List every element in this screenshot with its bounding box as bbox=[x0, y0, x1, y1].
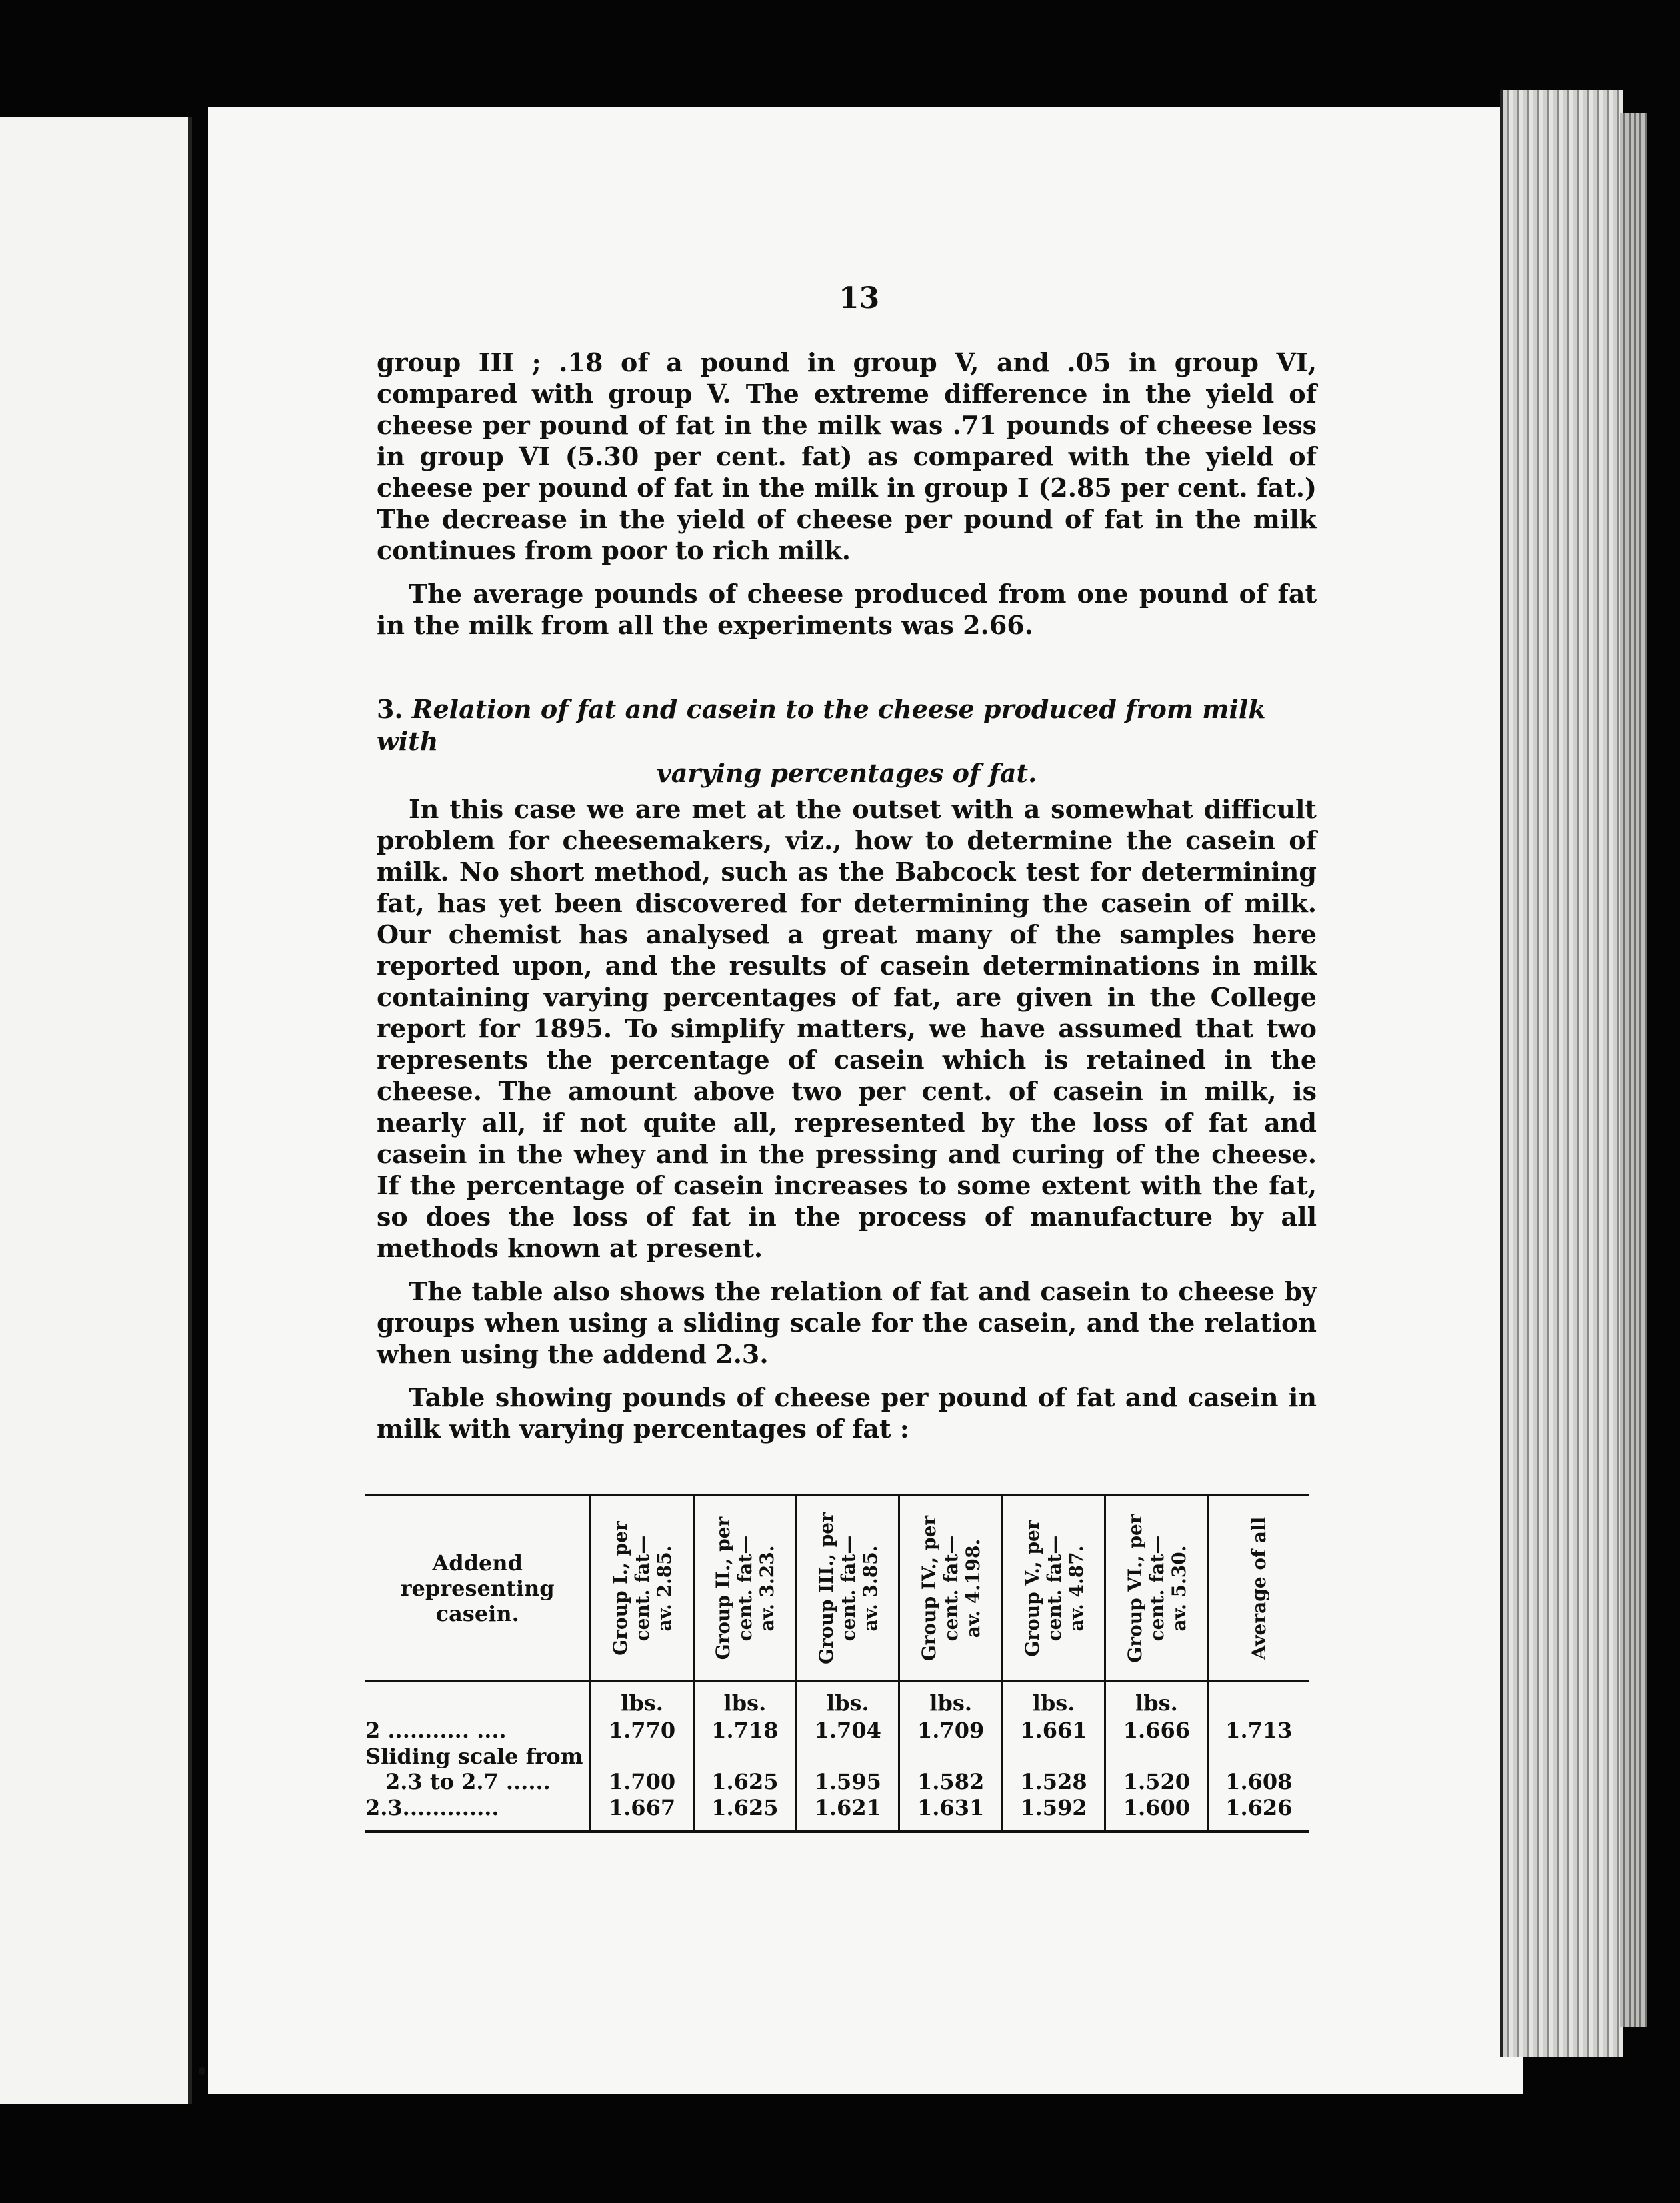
table-cell: 1.709 bbox=[899, 1717, 1002, 1744]
table-cell: 1.582 bbox=[899, 1744, 1002, 1794]
row-label: 2 ........... .... bbox=[365, 1718, 507, 1743]
table-cell: 1.704 bbox=[797, 1717, 899, 1744]
table-cell: 1.626 bbox=[1208, 1794, 1309, 1832]
section-heading-line2: varying percentages of fat. bbox=[656, 758, 1037, 788]
table-cell: 1.592 bbox=[1002, 1794, 1105, 1832]
group-header: Group I., per cent. fat— av. 2.85. bbox=[591, 1495, 693, 1681]
top-text bbox=[377, 347, 1317, 653]
group-header: Group V., per cent. fat— av. 4.87. bbox=[1002, 1495, 1105, 1681]
cheese-yield-table bbox=[365, 1494, 1309, 1833]
table-cell: 1.631 bbox=[899, 1794, 1002, 1832]
table-cell: 1.667 bbox=[591, 1794, 693, 1832]
table-cell: 1.528 bbox=[1002, 1744, 1105, 1794]
paragraph: The table also shows the relation of fat and casein to cheese by groups when using a sliding scale for the casein, and the relation when using the addend 2.3. bbox=[377, 1276, 1317, 1369]
table-cell: 1.700 bbox=[591, 1744, 693, 1794]
table-row bbox=[365, 1744, 1309, 1794]
group-header: Group IV., per cent. fat— av. 4.198. bbox=[899, 1495, 1002, 1681]
paragraph: The average pounds of cheese produced from one pound of fat in the milk from all the experiments was 2.66. bbox=[377, 579, 1317, 640]
table-cell: 1.595 bbox=[797, 1744, 899, 1794]
unit-cell: lbs. bbox=[899, 1681, 1002, 1717]
group-header: Group VI., per cent. fat— av. 5.30. bbox=[1105, 1495, 1208, 1681]
table-cell: 1.718 bbox=[693, 1717, 796, 1744]
paragraph: Table showing pounds of cheese per pound of fat and casein in milk with varying percentages of fat : bbox=[377, 1382, 1317, 1444]
table-cell: 1.608 bbox=[1208, 1744, 1309, 1794]
unit-cell: lbs. bbox=[1105, 1681, 1208, 1717]
row-label: 2.3............. bbox=[365, 1795, 499, 1820]
paragraph: group III ; .18 of a pound in group V, and .05 in group VI, compared with group V. The extreme difference in the yield of cheese per pound of fat in the milk was .71 pounds of cheese less in group VI (5.30 per cent. fat) as compared with the yield of cheese per pound of fat in the milk in group I (2.85 per cent. fat.) The decrease in the yield of cheese per pound of fat in the milk continues from poor to rich milk. bbox=[377, 347, 1317, 565]
unit-cell-empty bbox=[1208, 1681, 1309, 1717]
book-cover-edge bbox=[1620, 113, 1647, 2027]
page-edges bbox=[1500, 90, 1623, 2057]
table-cell: 1.661 bbox=[1002, 1717, 1105, 1744]
table-cell: 1.713 bbox=[1208, 1717, 1309, 1744]
average-header: Average of all bbox=[1208, 1495, 1309, 1681]
table-cell: 1.600 bbox=[1105, 1794, 1208, 1832]
unit-cell: lbs. bbox=[1002, 1681, 1105, 1717]
table-cell: 1.625 bbox=[693, 1744, 796, 1794]
unit-cell: lbs. bbox=[693, 1681, 796, 1717]
table-cell: 1.621 bbox=[797, 1794, 899, 1832]
unit-cell: lbs. bbox=[591, 1681, 693, 1717]
section-heading bbox=[377, 693, 1317, 789]
facing-page bbox=[0, 117, 192, 2104]
table-cell: 1.770 bbox=[591, 1717, 693, 1744]
section-heading-line1: Relation of fat and casein to the cheese produced from milk with bbox=[377, 694, 1266, 756]
group-header: Group II., per cent. fat— av. 3.23. bbox=[693, 1495, 796, 1681]
table-row bbox=[365, 1794, 1309, 1832]
table-cell: 1.520 bbox=[1105, 1744, 1208, 1794]
section-number: 3. bbox=[377, 694, 403, 724]
ink-speck bbox=[199, 2067, 205, 2075]
unit-row-label bbox=[365, 1681, 591, 1717]
table-cell: 1.666 bbox=[1105, 1717, 1208, 1744]
group-header: Group III., per cent. fat— av. 3.85. bbox=[797, 1495, 899, 1681]
table-cell: 1.625 bbox=[693, 1794, 796, 1832]
unit-cell: lbs. bbox=[797, 1681, 899, 1717]
row-label: Sliding scale from 2.3 to 2.7 ...... bbox=[365, 1744, 583, 1794]
page-number: 13 bbox=[839, 281, 880, 315]
paragraph: In this case we are met at the outset with a somewhat difficult problem for cheesemakers, viz., how to determine the casein of milk. No short method, such as the Babcock test for determining fat, has yet been discovered for determining the casein of milk. Our chemist has analysed a great many of the samples here reported upon, and the results of casein determinations in milk containing varying percentages of fat, are given in the College report for 1895. To simplify matters, we have assumed that two represents the percentage of casein which is retained in the cheese. The amount above two per cent. of casein in milk, is nearly all, if not quite all, represented by the loss of fat and casein in the whey and in the pressing and curing of the cheese. If the percentage of casein increases to some extent with the fat, so does the loss of fat in the process of manufacture by all methods known at present. bbox=[377, 794, 1317, 1263]
body-text bbox=[377, 793, 1317, 1456]
table-row bbox=[365, 1717, 1309, 1744]
addend-header: Addend representing casein. bbox=[365, 1495, 591, 1681]
